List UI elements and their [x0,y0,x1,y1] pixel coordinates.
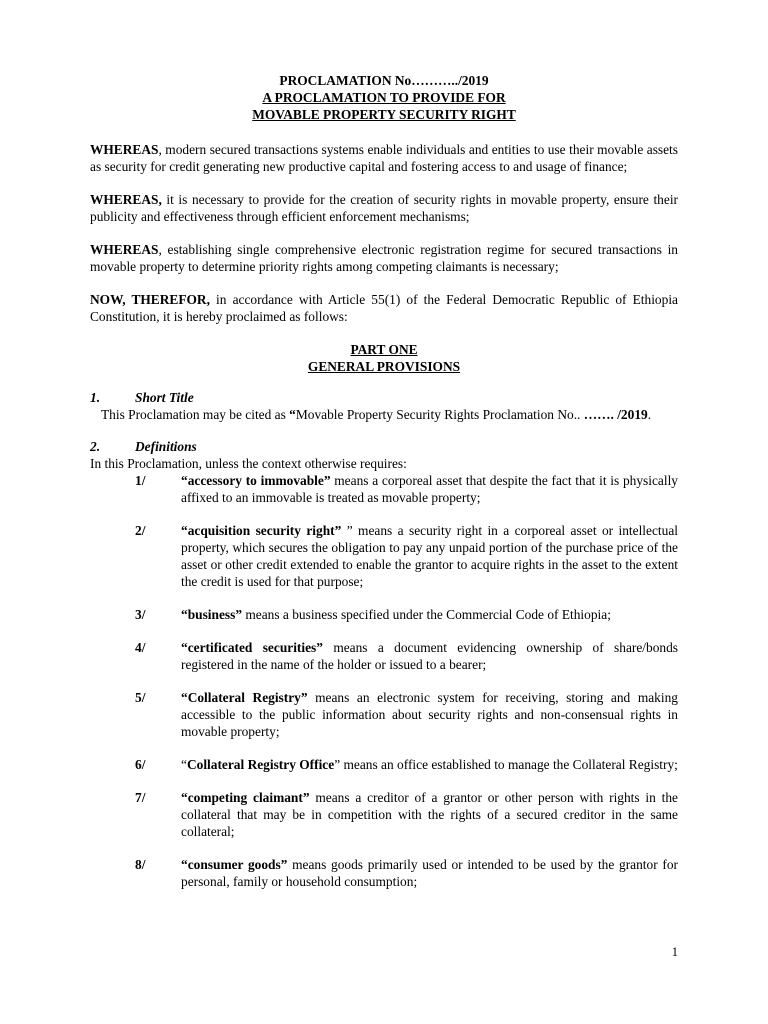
section-title: Definitions [135,439,197,454]
definition-number: 1/ [135,473,146,488]
page-number: 1 [671,945,678,959]
definition-term: “acquisition security right” [181,523,342,538]
definitions-intro: In this Proclamation, unless the context otherwise requires: [90,456,407,471]
definition-number: 6/ [135,757,146,772]
definition-item [90,789,678,840]
section-number: 2. [90,439,101,454]
document-header [90,72,678,123]
definition-text: means goods primarily used or intended to be used by the grantor for personal, family or household consumption; [181,857,678,889]
part-heading [90,341,678,375]
preamble-text: in accordance with Article 55(1) of the Federal Democratic Republic of Ethiopia Constitution, it is hereby proclaimed as follows: [90,292,678,324]
definition-text: means a corporeal asset that despite the fact that it is physically affixed to an immovable is treated as movable property; [181,473,678,505]
definition-item [90,689,678,740]
preamble-paragraph-1 [90,141,678,175]
definition-item [90,472,678,506]
definitions-list [90,472,678,890]
definition-text: means an electronic system for receiving, storing and making accessible to the public information about security rights and non-consensual rights in movable property; [181,690,678,739]
section-number: 1. [90,390,101,405]
short-title-text: This Proclamation may be cited as “Movable Property Security Rights Proclamation No.. ……. /2019. [101,407,652,422]
definition-term: “business” [181,607,243,622]
definition-number: 5/ [135,690,146,705]
definition-item: 6/ “Collateral Registry Office” means an office established to manage the Collateral Registry; [135,757,678,772]
definition-item [90,639,678,673]
proclamation-title-line-2: MOVABLE PROPERTY SECURITY RIGHT [252,107,516,122]
preamble-lead: WHEREAS, [90,192,162,207]
proclamation-number: PROCLAMATION No………../2019 [279,73,489,88]
proclamation-title-line-1: A PROCLAMATION TO PROVIDE FOR [262,90,506,105]
section-title: Short Title [135,390,194,405]
preamble-text: , establishing single comprehensive electronic registration regime for secured transactions in movable property to determine priority rights among competing claimants is necessary; [90,242,678,274]
definition-item [90,606,678,623]
document-page [90,72,678,906]
preamble-paragraph-4 [90,291,678,325]
definition-term: Collateral Registry Office [186,757,335,772]
definition-number: 2/ [135,523,146,538]
part-title: PART ONE [350,342,418,357]
preamble-paragraph-3 [90,241,678,275]
definition-item [90,522,678,590]
definition-term: “certificated securities” [181,640,323,655]
definition-text: means a business specified under the Commercial Code of Ethiopia; [242,607,611,622]
preamble-paragraph-2 [90,191,678,225]
definition-text: ” means an office established to manage the Collateral Registry; [334,757,678,772]
definition-number: 4/ [135,640,146,655]
definition-text: means a creditor of a grantor or other person with rights in the collateral that may be in competition with the rights of a secured creditor in the same collateral; [181,790,678,839]
definition-text: means a document evidencing ownership of share/bonds registered in the name of the holder or issued to a bearer; [181,640,678,672]
preamble-text: , modern secured transactions systems enable individuals and entities to use their movable assets as security for credit generating new productive capital and fostering access to and usage of finance; [90,142,678,174]
preamble-lead: WHEREAS [90,242,159,257]
definition-number: 8/ [135,857,146,872]
definition-term: “accessory to immovable” [181,473,331,488]
section-heading-definitions [90,438,678,455]
section-heading-short-title [90,389,678,406]
preamble-lead: NOW, THEREFOR, [90,292,210,307]
definition-term: “consumer goods” [181,857,288,872]
definition-text: ” means a security right in a corporeal asset or intellectual property, which secures the obligation to pay any unpaid portion of the purchase price of the asset or other credit extended to enable the grantor to acquire rights in the asset to the extent the credit is used for that purpose; [181,523,678,589]
definition-term: “competing claimant” [181,790,310,805]
definition-number: 3/ [135,607,146,622]
part-subtitle: GENERAL PROVISIONS [307,359,461,374]
preamble-lead: WHEREAS [90,142,159,157]
preamble-text: it is necessary to provide for the creation of security rights in movable property, ensure their publicity and effectiveness through efficient enforcement mechanisms; [90,192,678,224]
definition-term: “Collateral Registry” [181,690,308,705]
definition-item [90,856,678,890]
definition-number: 7/ [135,790,146,805]
